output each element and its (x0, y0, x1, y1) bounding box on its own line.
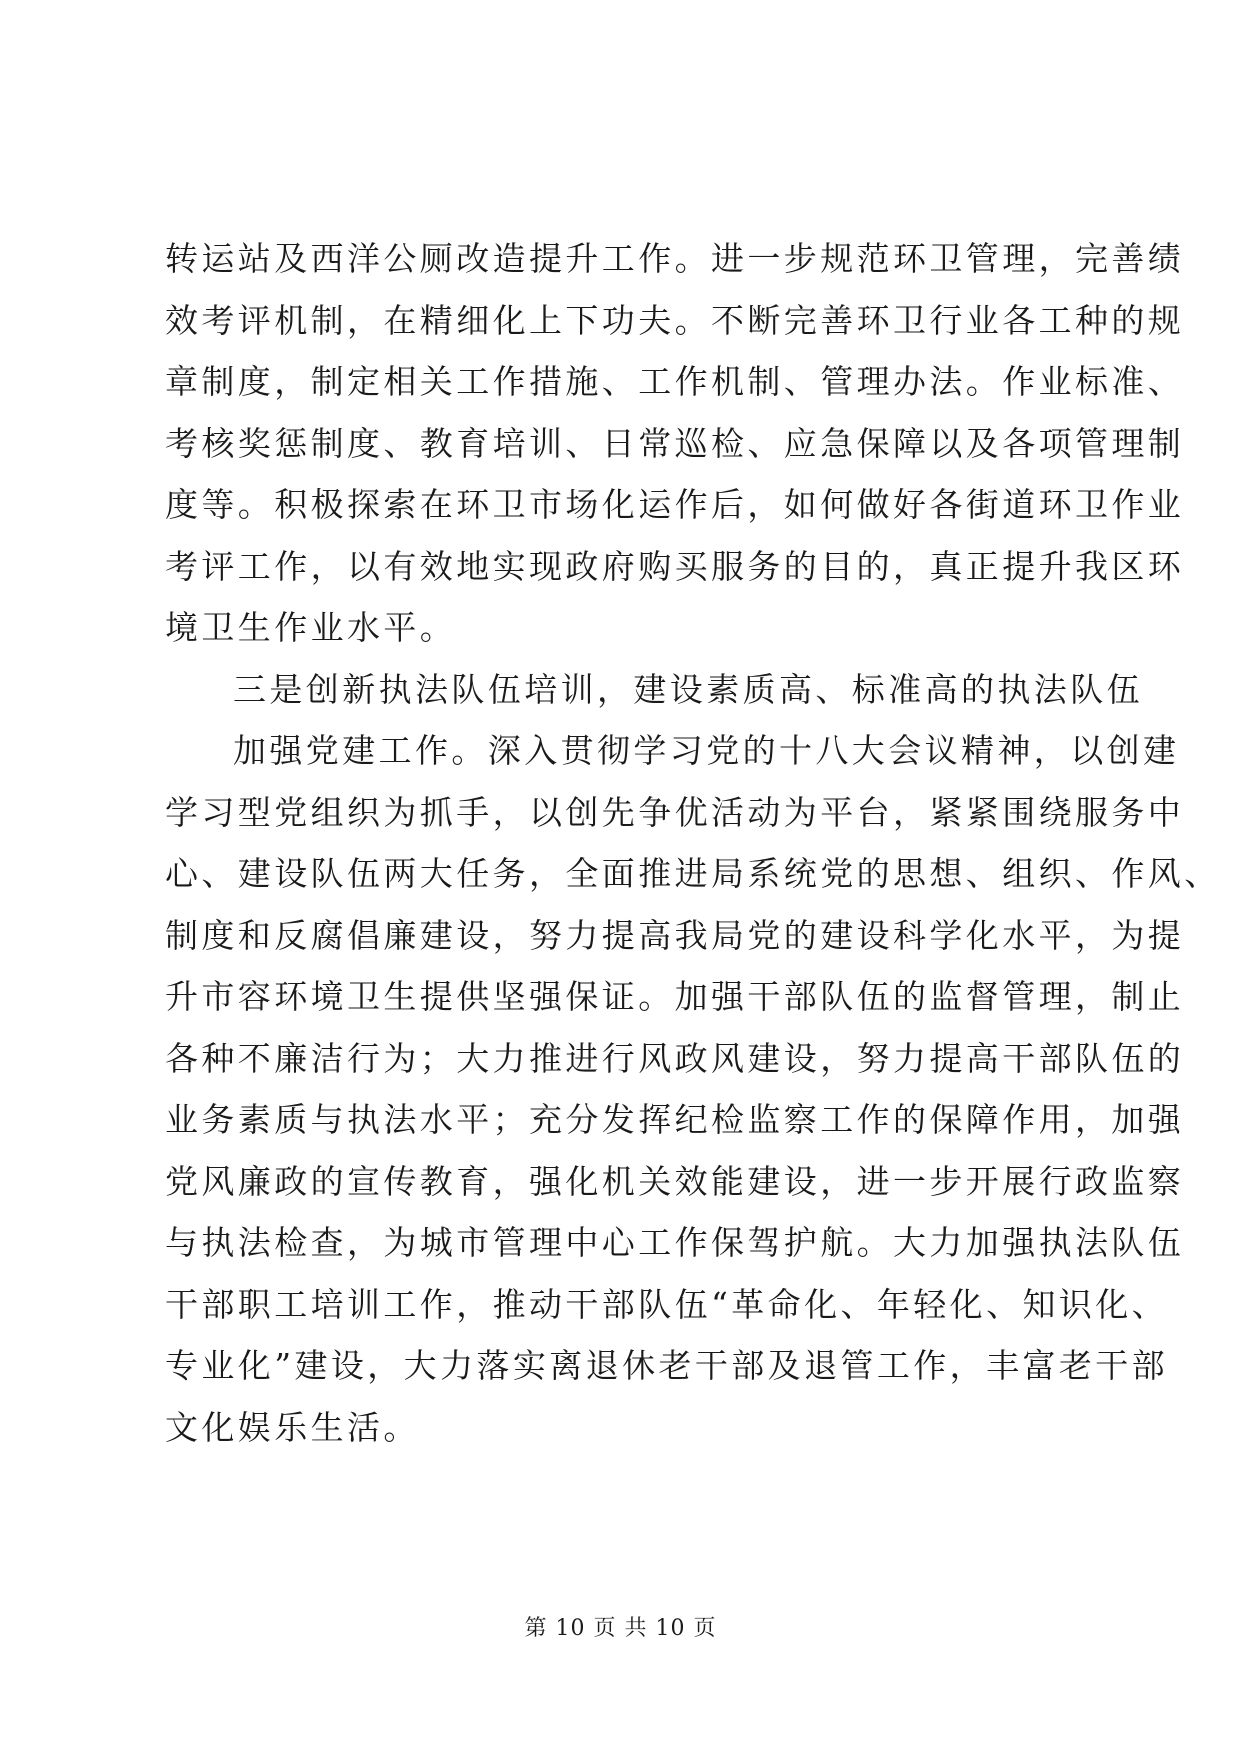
text-line: 考评工作，以有效地实现政府购买服务的目的，真正提升我区环 (165, 546, 1185, 586)
text-line: 心、建设队伍两大任务，全面推进局系统党的思想、组织、作风、 (165, 854, 1221, 893)
section-heading: 三是创新执法队伍培训，建设素质高、标准高的执法队伍 (233, 669, 1143, 709)
text-line: 加强党建工作。深入贯彻学习党的十八大会议精神，以创建 (233, 731, 1180, 770)
text-line: 学习型党组织为抓手，以创先争优活动为平台，紧紧围绕服务中 (165, 792, 1185, 832)
text-line: 考核奖惩制度、教育培训、日常巡检、应急保障以及各项管理制 (165, 423, 1185, 463)
text-line: 效考评机制，在精细化上下功夫。不断完善环卫行业各工种的规 (165, 300, 1185, 340)
text-line: 各种不廉洁行为；大力推进行风政风建设，努力提高干部队伍的 (165, 1038, 1185, 1078)
text-line: 业务素质与执法水平；充分发挥纪检监察工作的保障作用，加强 (165, 1100, 1185, 1139)
text-line: 制度和反腐倡廉建设，努力提高我局党的建设科学化水平，为提 (165, 915, 1185, 955)
text-line: 文化娱乐生活。 (165, 1407, 420, 1447)
document-body (165, 228, 1221, 1458)
text-line: 境卫生作业水平。 (165, 608, 457, 647)
text-line: 与执法检查，为城市管理中心工作保驾护航。大力加强执法队伍 (165, 1223, 1185, 1262)
text-line: 党风廉政的宣传教育，强化机关效能建设，进一步开展行政监察 (165, 1161, 1185, 1201)
text-line: 转运站及西洋公厕改造提升工作。进一步规范环卫管理，完善绩 (165, 239, 1185, 278)
text-line: 升市容环境卫生提供坚强保证。加强干部队伍的监督管理，制止 (165, 977, 1185, 1016)
text-line: 干部职工培训工作，推动干部队伍“革命化、年轻化、知识化、 (165, 1284, 1169, 1324)
text-line: 章制度，制定相关工作措施、工作机制、管理办法。作业标准、 (165, 362, 1185, 401)
page-number-footer: 第 10 页 共 10 页 (524, 1616, 717, 1641)
text-line: 度等。积极探索在环卫市场化运作后，如何做好各街道环卫作业 (165, 485, 1185, 524)
text-line: 专业化”建设，大力落实离退休老干部及退管工作，丰富老干部 (165, 1346, 1169, 1385)
